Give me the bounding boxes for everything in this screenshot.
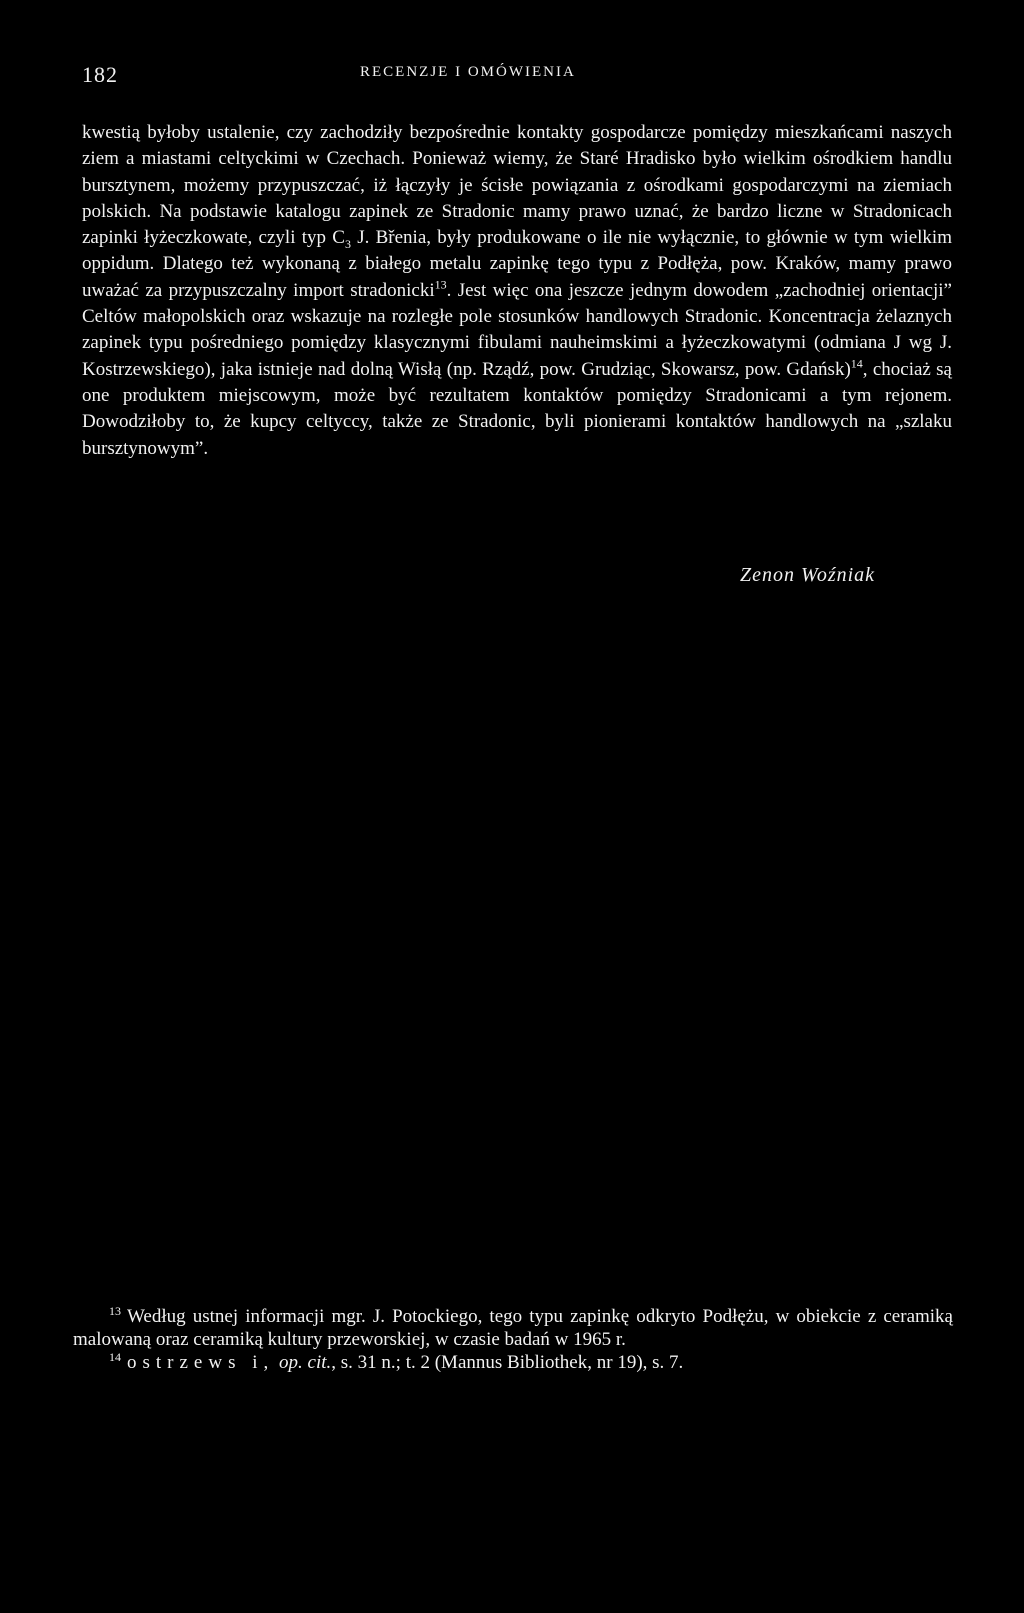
footnote-14-op-cit: op. cit. [279, 1352, 332, 1373]
body-text-part-3: . Jest więc ona jeszcze jednym dowodem „zachodniej orientacji” Celtów małopolskich oraz wskazuje na rozległe pole stosunków handlowych Stradonic. Koncentracja żelaznych zapinek typu pośredniego pomiędzy klasycznymi fibulami nauheimskimi a łyżeczkowatymi (odmiana J wg J. Kostrzewskiego), jaka istnieje nad dolną Wisłą (np. Rządź, pow. Grudziąc, Skowarsz, pow. Gdańsk) [82, 279, 952, 380]
footnotes [73, 1305, 953, 1374]
body-text-part-1: kwestią byłoby ustalenie, czy zachodziły bezpośrednie kontakty gospodarcze pomiędzy mieszkańcami naszych ziem a miastami celtyckimi w Czechach. Ponieważ wiemy, że Staré Hradisko było wielkim ośrodkiem handlu bursztynem, możemy przypuszczać, iż łączyły je ścisłe powiązania z ośrodkami gospodarczymi na ziemiach polskich. Na podstawie katalogu zapinek ze Stradonic mamy prawo uznać, że bardzo liczne w Stradonicach zapinki łyżeczkowate, czyli typ C [82, 122, 952, 249]
subscript-3: 3 [344, 236, 351, 251]
footnote-ref-13: 13 [434, 277, 447, 292]
footnote-14-rest: , s. 31 n.; t. 2 (Mannus Bibliothek, nr 19), s. 7. [331, 1352, 684, 1373]
footnote-14-author: ostrzews i, [127, 1352, 275, 1373]
footnote-13-text: Według ustnej informacji mgr. J. Potockiego, tego typu zapinkę odkryto Podłężu, w obiekcie z ceramiką malowaną oraz ceramiką kultury przeworskiej, w czasie badań w 1965 r. [73, 1306, 953, 1350]
body-paragraph [82, 120, 952, 462]
footnote-14 [73, 1351, 953, 1374]
footnote-ref-14: 14 [850, 356, 863, 371]
page-number: 182 [82, 62, 118, 87]
running-head: RECENZJE I OMÓWIENIA [360, 64, 576, 80]
footnote-13 [73, 1305, 953, 1351]
body-text-part-2: J. Břenia, były produkowane o ile nie wyłącznie, to głównie w tym wielkim oppidum. Dlatego też wykonaną z białego metalu zapinkę tego typu z Podłęża, pow. Kraków, mamy prawo uważać za przypuszczalny import stradonicki [82, 227, 952, 301]
footnote-14-number: 14 [109, 1349, 121, 1364]
author-signature: Zenon Woźniak [740, 564, 876, 586]
footnote-13-number: 13 [109, 1303, 121, 1318]
body-text-part-4: , chociaż są one produktem miejscowym, może być rezultatem kontaktów pomiędzy Stradonicami a tym rejonem. Dowodziłoby to, że kupcy celtyccy, także ze Stradonic, byli pionierami kontaktów handlowych na „szlaku bursztynowym”. [82, 358, 952, 459]
